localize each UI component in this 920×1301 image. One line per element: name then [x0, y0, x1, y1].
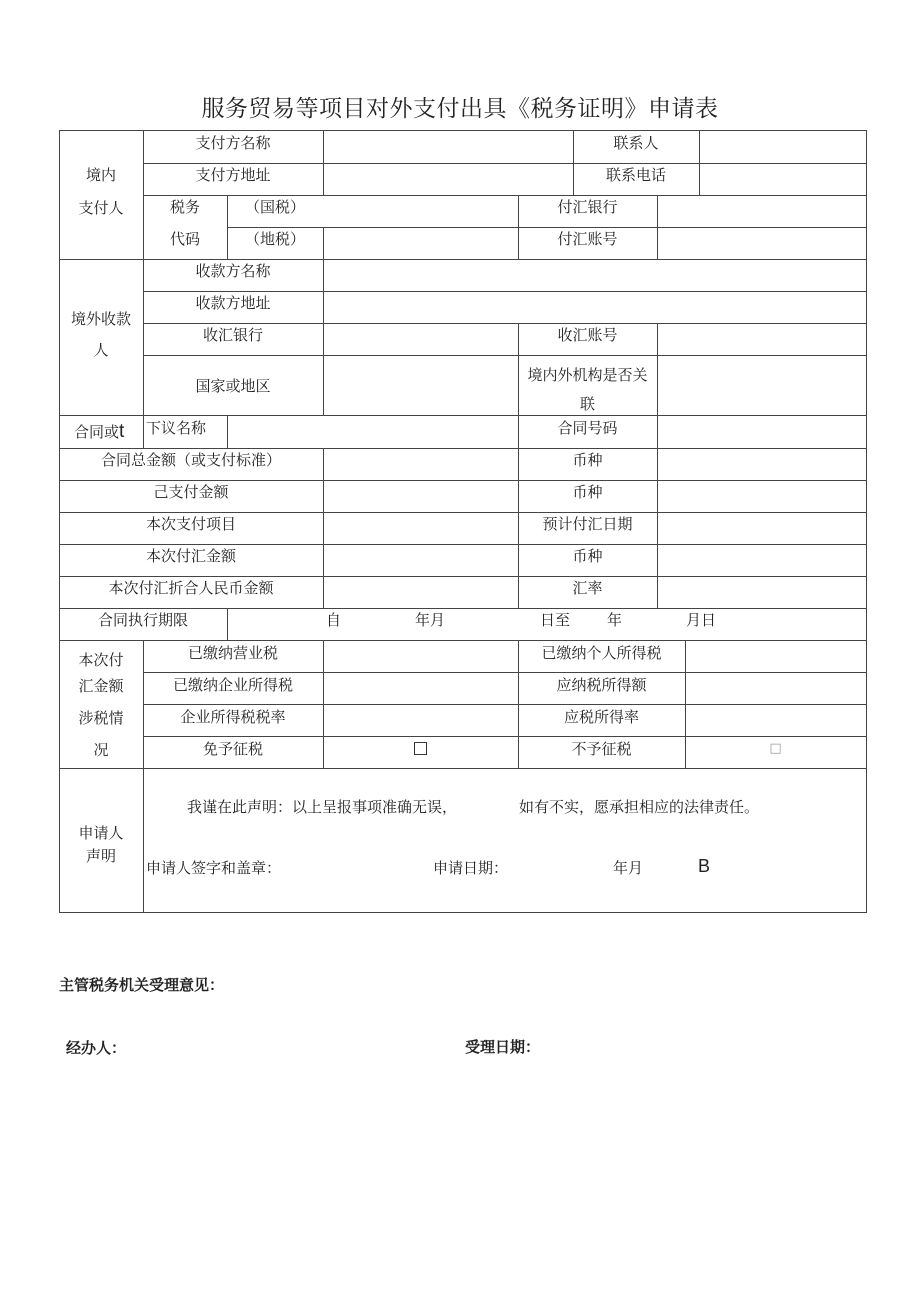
declaration-statement-2: 如有不实，愿承担相应的法律责任。 — [519, 798, 760, 816]
section-label-overseas-payee: 境外收款 — [70, 310, 131, 328]
label-exempt: 免予征税 — [202, 740, 263, 758]
label-this-remit-amount: 本次付汇金额 — [145, 547, 236, 565]
label-business-tax: 已缴纳营业税 — [187, 644, 278, 662]
label-tax-authority-opinion: 主管税务机关受理意见： — [59, 976, 225, 994]
label-apply-date: 申请日期： — [433, 859, 509, 877]
label-country-region: 国家或地区 — [195, 377, 271, 395]
label-handler: 经办人： — [66, 1039, 127, 1057]
label-rmb-amount: 本次付汇折合人民币金额 — [108, 579, 274, 597]
section-label-declaration-2: 声明 — [85, 847, 116, 865]
period-year: 年 — [607, 611, 623, 629]
label-taxable-income: 应纳税所得额 — [556, 676, 647, 694]
section-label-tax: 本次付 — [78, 651, 124, 669]
label-remit-account: 付汇账号 — [557, 230, 618, 248]
label-not-levied: 不予征税 — [571, 740, 632, 758]
label-receive-bank: 收汇银行 — [202, 326, 263, 344]
section-label-domestic-payer: 境内 — [85, 166, 116, 184]
period-yearmonth: 年月 — [415, 611, 446, 629]
label-remit-bank: 付汇银行 — [557, 198, 618, 216]
label-contract-total: 合同总金额（或支付标准） — [100, 451, 281, 469]
label-payee-address: 收款方地址 — [195, 294, 271, 312]
label-payer-address: 支付方地址 — [195, 166, 271, 184]
label-contact-person: 联系人 — [613, 134, 659, 152]
apply-date-day: B — [698, 856, 711, 876]
label-currency-1: 币种 — [572, 451, 603, 469]
label-tax-code-1: 税务 — [169, 198, 200, 216]
label-this-payment-item: 本次支付项目 — [145, 515, 236, 533]
label-currency-2: 币种 — [572, 483, 603, 501]
period-monthday: 月日 — [686, 611, 717, 629]
period-from: 自 — [326, 611, 342, 629]
not-levied-checkbox[interactable]: □ — [769, 741, 782, 756]
label-exchange-rate: 汇率 — [572, 579, 603, 597]
period-day-to: 日至 — [540, 611, 571, 629]
label-corporate-income-tax: 已缴纳企业所得税 — [172, 676, 293, 694]
label-expected-date: 预计付汇日期 — [542, 515, 633, 533]
section-label-declaration: 申请人 — [78, 824, 124, 842]
label-national-tax: （国税） — [244, 198, 305, 216]
label-tax-code-2: 代码 — [169, 230, 200, 248]
section-label-domestic-payer-2: 支付人 — [78, 199, 124, 217]
label-personal-income-tax: 已缴纳个人所得税 — [541, 644, 662, 662]
label-corp-tax-rate: 企业所得税税率 — [180, 708, 286, 726]
apply-date-yearmonth: 年月 — [613, 859, 644, 877]
label-payee-name: 收款方名称 — [195, 262, 271, 280]
declaration-statement-1: 我谨在此声明：以上呈报事项准确无误， — [187, 798, 458, 816]
label-contact-phone: 联系电话 — [605, 166, 666, 184]
page-title: 服务贸易等项目对外支付出具《税务证明》申请表 — [201, 96, 719, 122]
label-related-institution-2: 联 — [579, 395, 595, 413]
label-currency-3: 币种 — [572, 547, 603, 565]
label-contract-or: 合同或t — [74, 421, 125, 442]
label-taxable-rate: 应税所得率 — [563, 708, 639, 726]
label-contract-no: 合同号码 — [557, 419, 618, 437]
label-local-tax: （地税） — [244, 230, 305, 248]
label-agreement-name: 下议名称 — [146, 419, 207, 437]
label-related-institution: 境内外机构是否关 — [527, 366, 648, 384]
label-receive-account: 收汇账号 — [557, 326, 618, 344]
section-label-tax-3: 涉税情 — [78, 709, 124, 727]
label-contract-period: 合同执行期限 — [97, 611, 188, 629]
label-accept-date: 受理日期： — [465, 1038, 541, 1056]
section-label-tax-2: 汇金额 — [78, 677, 124, 695]
label-paid-amount: 己支付金额 — [153, 483, 229, 501]
label-payer-name: 支付方名称 — [195, 134, 271, 152]
exempt-checkbox[interactable]: □ — [412, 738, 429, 758]
label-applicant-signature: 申请人签字和盖章： — [146, 859, 282, 877]
section-label-tax-4: 况 — [93, 741, 109, 759]
section-label-overseas-payee-2: 人 — [93, 341, 109, 359]
